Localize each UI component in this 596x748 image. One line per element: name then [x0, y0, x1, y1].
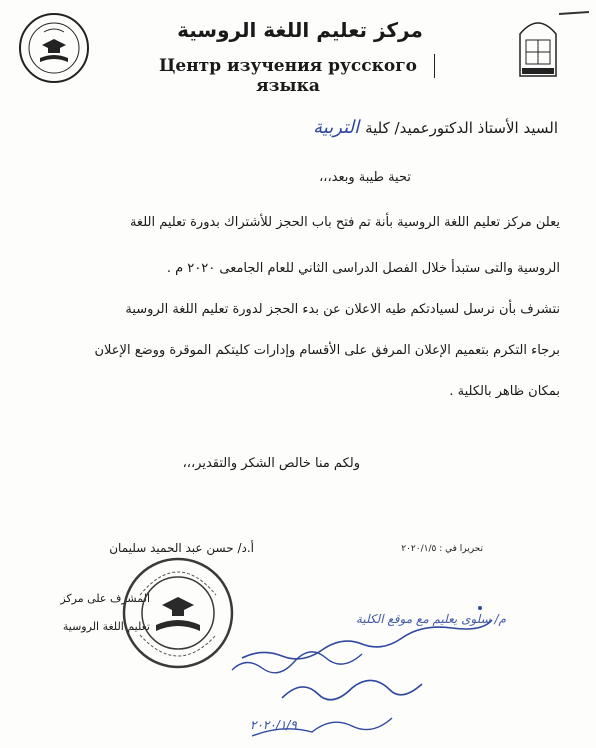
- signer-role-line-2: تعليم اللغة الروسية: [62, 620, 150, 633]
- paragraph-1-line-1: يعلن مركز تعليم اللغة الروسية بأنة تم فتح باب الحجز للأشتراك بدورة تعليم اللغة: [129, 215, 560, 230]
- salutation: [313, 117, 558, 138]
- scan-edge-mark: [559, 8, 589, 22]
- signer-role-line-1: المشرف على مركز: [60, 592, 150, 605]
- paragraph-1-line-2: الروسية والتى ستبدأ خلال الفصل الدراسى الثاني للعام الجامعى ٢٠٢٠ م .: [166, 261, 560, 276]
- paragraph-2-line-3: بمكان ظاهر بالكلية .: [449, 384, 560, 399]
- handwritten-instruction: م/ سلوى يعليم مع موقع الكلية: [355, 612, 506, 626]
- university-emblem: [516, 10, 560, 82]
- russian-center-logo: [18, 12, 90, 84]
- handwritten-faculty: التربية: [313, 117, 360, 138]
- closing-line: ولكم منا خالص الشكر والتقدير،،،: [182, 456, 360, 471]
- greeting: تحية طيبة وبعد،،،: [319, 170, 411, 185]
- center-title-arabic: مركز تعليم اللغة الروسية: [177, 18, 423, 42]
- center-title-russian: Центр изучения русского языка: [159, 56, 417, 96]
- paragraph-2-line-2: برجاء التكرم بتعميم الإعلان المرفق على الأقسام وإدارات كليتكم الموقرة ووضع الإعلان: [94, 343, 560, 358]
- header-cursor-line: [434, 54, 435, 78]
- official-stamp: [118, 555, 238, 671]
- issue-date: تحريرا في : ٢٠٢٠/١/٥: [401, 544, 483, 554]
- handwritten-date: ٢٠٢٠/١/٩: [250, 718, 297, 732]
- salutation-text: السيد الأستاذ الدكتورعميد/ كلية: [365, 119, 558, 137]
- signer-name: أ.د/ حسن عبد الحميد سليمان: [109, 541, 254, 555]
- paragraph-2-line-1: نتشرف بأن نرسل لسيادتكم طيه الاعلان عن بدء الحجز لدورة تعليم اللغة الروسية: [125, 302, 560, 317]
